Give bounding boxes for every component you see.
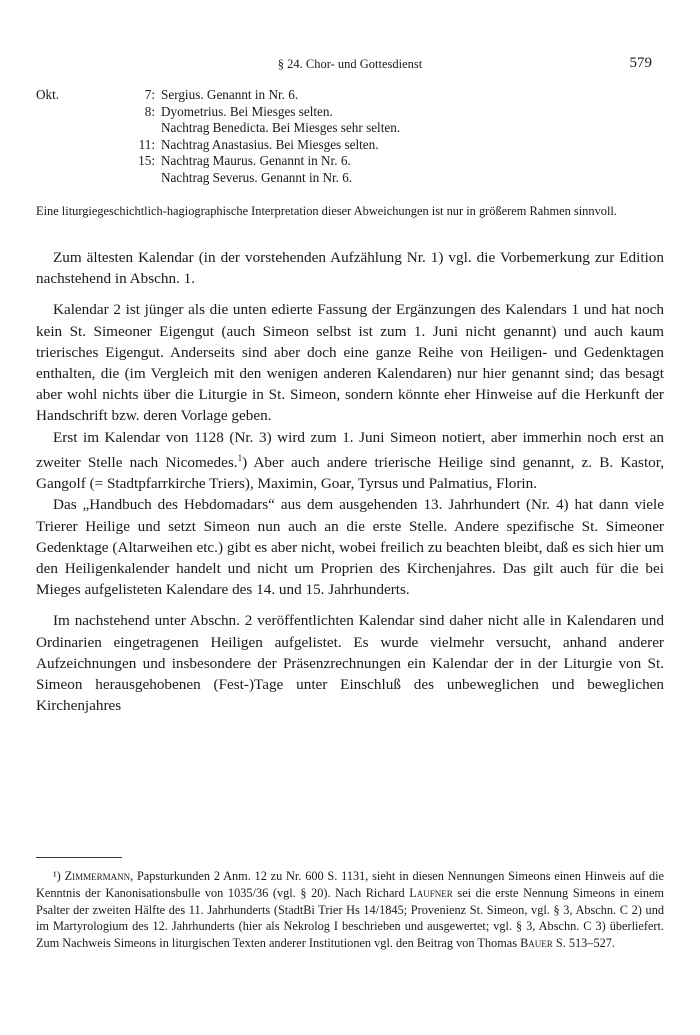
paragraph: Das „Handbuch des Hebdomadars“ aus dem ausgehenden 13. Jahrhundert (Nr. 4) hat dann viele Trierer Heilige und setzt Simeon nun auch an die erste Stelle. Andere spezifische St. Simeoner Gedenktage (Altarweihen etc.) gibt es aber nicht, wobei freilich zu beachten bleibt, daß es sich hier um den Heiligenkalender handelt und nicht um Proprien des Kirchenjahres. Das gilt auch für die bei Mieges aufgelisteten Kalendare des 14. und 15. Jahrhunderts. [36,496,664,599]
calendar-day: 7: [144,87,155,102]
calendar-month: Okt. [36,87,60,102]
calendar-day: 8: [144,103,155,119]
calendar-entry: Nachtrag Anastasius. Bei Miesges selten. [161,136,379,152]
running-title: § 24. Chor- und Gottesdienst [277,57,423,71]
paragraph: Kalendar 2 ist jünger als die unten edierte Fassung der Ergänzungen des Kalendars 1 und hat noch kein St. Simeoner Eigengut (auch Simeon selbst ist zum 1. Juni nicht genannt) und auch kaum trierisches Eigengut. Anderseits sind aber doch eine ganze Reihe von Heiligen- und Gedenktagen enthalten, die (im Vergleich mit den wenigen anderen Kalendaren) nur hier genannt sind; das besagt aber wohl nichts über die Liturgie in St. Simeon, sondern könnte eher Hinweise auf die Herkunft der Handschrift bzw. deren Vorlage geben. [36,301,664,425]
calendar-row [36,87,636,104]
interpretation-note: Eine liturgiegeschichtlich-hagiographische Interpretation dieser Abweichungen ist nur in größerem Rahmen sinnvoll. [36,204,617,218]
page-number: 579 [629,55,652,71]
calendar-list [36,87,636,186]
paragraph: Im nachstehend unter Abschn. 2 veröffentlichten Kalendar sind daher nicht alle in Kalendaren und Ordinarien eingetragenen Heiligen aufgelistet. Es wurde vielmehr versucht, anhand anderer Aufzeichnungen und insbesondere der Präsenzrechnungen ein Kalendar der in der Liturgie von St. Simeon herausgehobenen (Fest-)Tage unter Einschluß des unbeweglichen und beweglichen Kirchenjahres [36,612,664,715]
calendar-row [36,104,636,121]
footnote [36,868,664,952]
paragraph: Erst im Kalendar von 1128 (Nr. 3) wird zum 1. Juni Simeon notiert, aber immerhin noch erst an zweiter Stelle nach Nicomedes.$^1$) Aber auch andere trierische Heilige sind genannt, z. B. Kastor, Gangolf (= Stadtpfarrkirche Triers), Maximin, Goar, Tyrsus und Palmatius, Florin. [36,428,665,493]
author-name: Bauer [520,936,553,951]
footnote-segment: S. 513–527. [552,936,615,951]
calendar-day: 11: [138,136,155,152]
footnote-text [36,868,664,952]
paragraph-text: Aber auch andere trierische Heilige sind genannt, z. B. Kastor, Gangolf (= Stadtpfarrkirche Triers), Maximin, Goar, Tyrsus und Palmatius, Florin. [36,453,665,493]
paragraph-text: Erst im Kalendar von 1128 (Nr. 3) wird zum 1. Juni Simeon notiert, aber immerhin noch erst an zweiter Stelle nach Nicomedes. [36,428,664,471]
footnote-segment: sei die erste Nennung Simeons in einem Psalter der zweiten Hälfte des 11. Jahrhunderts (StadtBi Trier Hs 14/1845; Provenienz St. Simeon, vgl. § 3, Abschn. C 2) und im Martyrologium des 12. Jahrhunderts (hier als Nekrolog I beschrieben und ausgewertet; vgl. § 3, Abschn. C 3) überliefert. Zum Nachweis Simeons in liturgischen Texten anderer Institutionen vgl. den Beitrag von Thomas [36,885,665,951]
calendar-day: 15: [138,153,155,168]
calendar-row [36,137,636,154]
author-name: Zimmermann [64,869,131,883]
author-name: Laufner [409,885,453,900]
footnote-divider [36,857,122,858]
footnote-segment: , Papsturkunden 2 Anm. 12 zu Nr. 600 S. 1131, sieht in diesen Nennungen Simeons einen Hinweis auf die Kenntnis der Kanonisationsbulle von 1035/36 (vgl. § 20). Nach Richard [36,869,665,900]
footnote-reference: 1 [237,452,243,463]
footnote-marker: ¹) [53,869,61,883]
calendar-entry: Nachtrag Severus. Genannt in Nr. 6. [161,169,353,185]
calendar-entry: Dyometrius. Bei Miesges selten. [161,103,333,119]
paragraph: Zum ältesten Kalendar (in der vorstehenden Aufzählung Nr. 1) vgl. die Vorbemerkung zur Edition nachstehend in Abschn. 1. [36,249,664,288]
calendar-entry: Sergius. Genannt in Nr. 6. [161,87,299,102]
running-head [36,55,664,75]
calendar-row [36,120,636,137]
body-text [36,247,664,716]
calendar-entry: Nachtrag Maurus. Genannt in Nr. 6. [161,153,351,168]
calendar-row [36,170,636,187]
calendar-row [36,153,636,170]
calendar-entry: Nachtrag Benedicta. Bei Miesges sehr selten. [161,120,401,135]
